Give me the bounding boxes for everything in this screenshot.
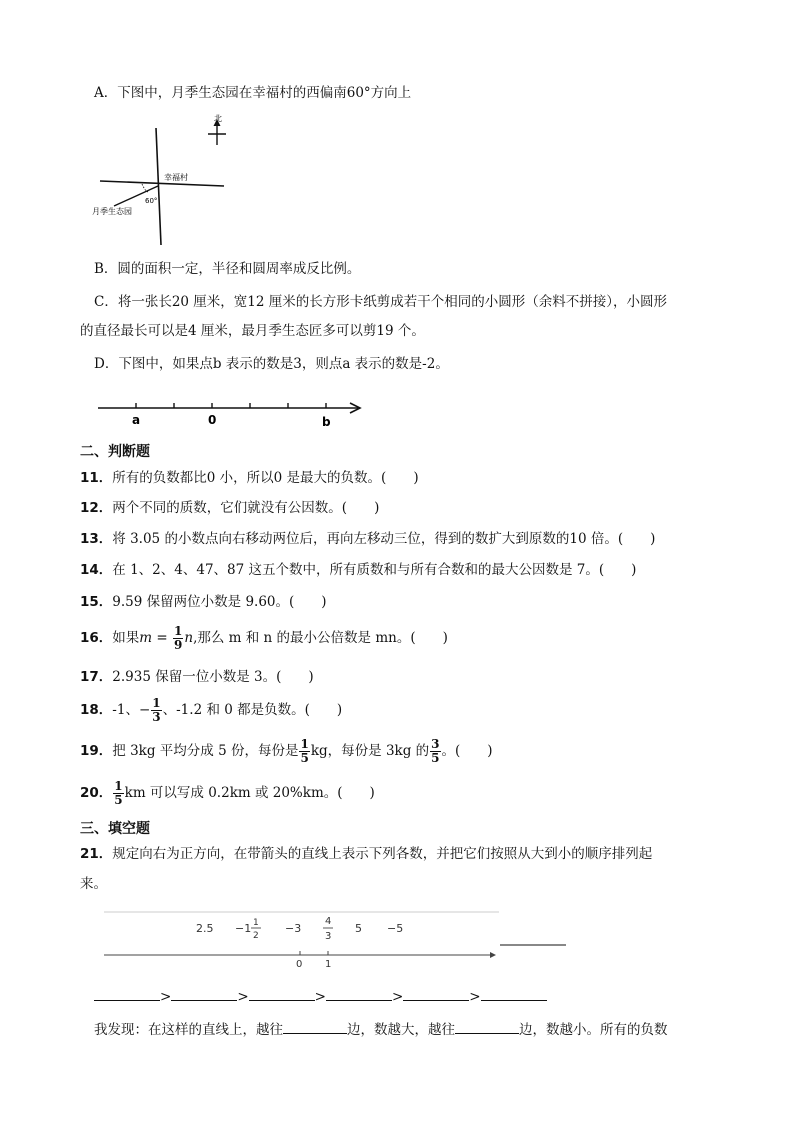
- discovery-text-2: 边，数越大，越往: [347, 1022, 455, 1038]
- question-number: 11．: [80, 470, 113, 486]
- numerator: 3: [431, 737, 440, 751]
- label-0: 0: [208, 413, 217, 427]
- answer-blank[interactable]: [94, 986, 160, 1001]
- question-text-mid: kg，每份是 3kg 的: [310, 743, 430, 759]
- option-d: D．下图中，如果点b 表示的数是3，则点a 表示的数是-2。: [94, 356, 449, 372]
- denominator: 5: [300, 751, 309, 765]
- numerator: 1: [114, 779, 123, 793]
- answer-blank[interactable]: [326, 986, 392, 1001]
- question-21-line2: 来。: [80, 876, 107, 892]
- denominator: 5: [431, 751, 440, 765]
- variable-n: n: [184, 630, 194, 646]
- question-text: 9.59 保留两位小数是 9.60。( ): [112, 594, 327, 610]
- question-text: 所有的负数都比0 小，所以0 是最大的负数。( ): [112, 470, 419, 486]
- number-5: 5: [355, 922, 362, 935]
- number-neg-one-and-half-numerator: 1: [253, 918, 259, 928]
- village-label: 幸福村: [164, 173, 188, 182]
- question-text-post: ,那么 m 和 n 的最小公倍数是 mn。( ): [193, 630, 448, 646]
- fraction-one-fifth: [299, 738, 309, 765]
- question-number: 15．: [80, 594, 113, 610]
- question-19: [80, 737, 493, 765]
- question-text: 两个不同的质数，它们就没有公因数。( ): [112, 500, 380, 516]
- question-text: 2.935 保留一位小数是 3。( ): [112, 669, 314, 685]
- question-17: [80, 668, 314, 686]
- number-four-thirds-denominator: 3: [325, 931, 332, 942]
- variable-m: m: [139, 630, 153, 646]
- number-neg-5: −5: [387, 922, 404, 935]
- question-text-pre: -1、−: [112, 702, 151, 718]
- number-2-5: 2.5: [196, 922, 214, 935]
- number-neg-one-and-half-whole: −1: [235, 922, 252, 935]
- numerator: 1: [300, 737, 309, 751]
- greater-than-sign: >: [160, 989, 172, 1005]
- fraction-one-ninth: [173, 625, 183, 652]
- answer-blank[interactable]: [403, 986, 469, 1001]
- question-number: 17．: [80, 669, 113, 685]
- numerator: 1: [152, 696, 161, 710]
- question-20: [80, 779, 375, 807]
- question-number: 12．: [80, 500, 113, 516]
- question-11: [80, 469, 419, 487]
- option-a: A．下图中，月季生态园在幸福村的西偏南60°方向上: [94, 85, 412, 101]
- section-title-judgement: 二、判断题: [80, 444, 150, 460]
- discovery-text-3: 边，数越小。所有的负数: [519, 1022, 668, 1038]
- discovery-text-1: 我发现：在这样的直线上，越往: [94, 1022, 283, 1038]
- question-12: [80, 499, 379, 517]
- question-number: 13．: [80, 531, 113, 547]
- discovery-line: [94, 1019, 668, 1039]
- greater-than-sign: >: [314, 989, 326, 1005]
- question-number: 21．: [80, 846, 113, 862]
- question-text-post: km 可以写成 0.2km 或 20%km。( ): [124, 785, 375, 801]
- number-line-figure: [92, 396, 372, 430]
- question-number: 18．: [80, 702, 113, 718]
- option-c-line1: C．将一张长20 厘米，宽12 厘米的长方形卡纸剪成若干个相同的小圆形（余料不拼接），小圆形: [94, 294, 668, 310]
- axis-label-0: 0: [296, 959, 303, 970]
- label-b: b: [322, 415, 331, 429]
- answer-blank[interactable]: [171, 986, 237, 1001]
- axis-label-1: 1: [325, 959, 332, 970]
- question-13: [80, 530, 655, 548]
- question-number: 19．: [80, 743, 113, 759]
- garden-label: 月季生态园: [92, 207, 132, 216]
- question-number: 14．: [80, 562, 113, 578]
- label-a: a: [132, 413, 141, 427]
- question-15: [80, 593, 327, 611]
- horizontal-axis-line: [100, 181, 224, 186]
- question-text-pre: 如果: [112, 630, 140, 646]
- question-text-pre: 把 3kg 平均分成 5 份，每份是: [112, 743, 299, 759]
- fraction-one-fifth: [113, 780, 123, 807]
- ordering-answer-row: [94, 986, 547, 1006]
- question-text: 将 3.05 的小数点向右移动两位后，再向左移动三位，得到的数扩大到原数的10 倍。( ): [112, 531, 656, 547]
- q21-number-line-figure: [104, 905, 574, 975]
- angle-label: 60°: [145, 197, 158, 205]
- number-line-arrow-icon: [490, 952, 496, 958]
- answer-blank[interactable]: [283, 1019, 347, 1034]
- question-21-line1: [80, 845, 652, 863]
- greater-than-sign: >: [237, 989, 249, 1005]
- question-text: 规定向右为正方向，在带箭头的直线上表示下列各数，并把它们按照从大到小的顺序排列起: [112, 846, 653, 862]
- number-four-thirds-numerator: 4: [325, 916, 332, 927]
- question-text: 在 1、2、4、47、87 这五个数中，所有质数和与所有合数和的最大公因数是 7。( ): [112, 562, 637, 578]
- direction-map-figure: [92, 110, 237, 250]
- question-text-post: 、-1.2 和 0 都是负数。( ): [162, 702, 343, 718]
- question-14: [80, 561, 636, 579]
- question-18: [80, 696, 342, 724]
- denominator: 3: [152, 710, 161, 724]
- denominator: 5: [114, 793, 123, 807]
- answer-blank[interactable]: [249, 986, 315, 1001]
- question-number: 20．: [80, 785, 113, 801]
- option-b: B．圆的面积一定，半径和圆周率成反比例。: [94, 261, 361, 277]
- question-text-post: 。( ): [441, 743, 493, 759]
- answer-blank[interactable]: [481, 986, 547, 1001]
- fraction-one-third: [151, 697, 161, 724]
- question-number: 16．: [80, 630, 113, 646]
- greater-than-sign: >: [469, 989, 481, 1005]
- numerator: 1: [174, 624, 183, 638]
- question-16: [80, 624, 448, 652]
- equals-sign: =: [152, 630, 173, 646]
- number-neg-3: −3: [285, 922, 302, 935]
- answer-blank[interactable]: [455, 1019, 519, 1034]
- greater-than-sign: >: [391, 989, 404, 1005]
- section-title-fill-blank: 三、填空题: [80, 821, 150, 837]
- fraction-three-fifths: [430, 738, 440, 765]
- number-neg-one-and-half-denominator: 2: [253, 931, 259, 941]
- denominator: 9: [174, 638, 183, 652]
- option-c-line2: 的直径最长可以是4 厘米，最月季生态匠多可以剪19 个。: [80, 323, 425, 339]
- north-label: 北: [214, 114, 222, 123]
